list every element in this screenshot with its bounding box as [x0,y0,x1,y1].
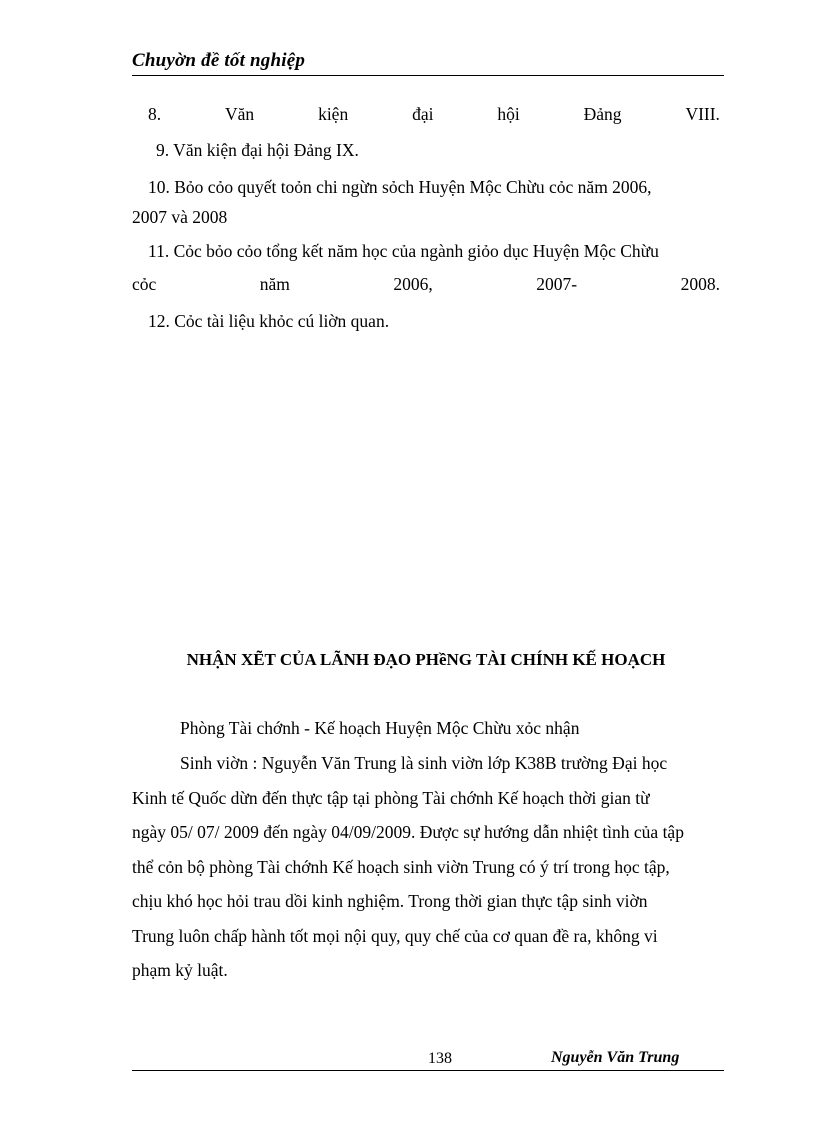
word: cỏc [132,274,157,294]
paragraph-line: chịu khó học hỏi trau dồi kinh nghiệm. Trong thời gian thực tập sinh viờn [132,891,648,911]
reference-item-10-line-1: 10. Bỏo cỏo quyết toỏn chi ngừn sỏch Huyện Mộc Chừu cỏc năm 2006, [148,177,652,197]
paragraph-line: ngày 05/ 07/ 2009 đến ngày 04/09/2009. Được sự hướng dẫn nhiệt tình của tập [132,822,684,842]
paragraph-line: Kinh tế Quốc dừn đến thực tập tại phòng Tài chớnh Kế hoạch thời gian từ [132,788,650,808]
word: năm [259,274,290,294]
reference-item-9: 9. Văn kiện đại hội Đảng IX. [156,140,359,160]
page-number: 138 [428,1050,452,1067]
word: Đảng [583,104,622,124]
page-header-title: Chuyờn đề tốt nghiệp [132,50,306,71]
paragraph-line: thể cỏn bộ phòng Tài chớnh Kế hoạch sinh viờn Trung có ý trí trong học tập, [132,857,670,877]
paragraph-line: Phòng Tài chớnh - Kế hoạch Huyện Mộc Chừu xỏc nhận [180,718,580,738]
reference-item-10-line-2: 2007 và 2008 [132,207,228,227]
word: đại [412,104,434,124]
reference-item-11-line-1: 11. Cỏc bỏo cỏo tổng kết năm học của ngành giỏo dục Huyện Mộc Chừu [148,241,659,261]
paragraph-line: Sinh viờn : Nguyễn Văn Trung là sinh viờn lớp K38B trường Đại học [180,753,668,773]
word: Văn [225,104,255,124]
footer-divider [132,1070,724,1071]
reference-item-8 [132,103,720,125]
word: hội [497,104,520,124]
word: kiện [318,104,349,124]
paragraph-line: phạm kỷ luật. [132,960,228,980]
header-divider [132,75,724,76]
word: 2007- [536,274,578,294]
reference-item-11-line-2 [132,273,720,295]
word: 2008. [680,274,720,294]
paragraph-line: Trung luôn chấp hành tốt mọi nội quy, quy chế của cơ quan đề ra, không vi [132,926,658,946]
word: 2006, [393,274,433,294]
section-heading: NHẬN XẼT CỦA LÃNH ĐẠO PHềNG TÀI CHÍNH KẾ HOẠCH [186,650,666,669]
word: VIII. [685,104,720,124]
footer-author: Nguyễn Văn Trung [551,1049,680,1066]
word: 8. [148,104,162,124]
reference-item-12: 12. Cỏc tài liệu khỏc cú liờn quan. [148,311,390,331]
